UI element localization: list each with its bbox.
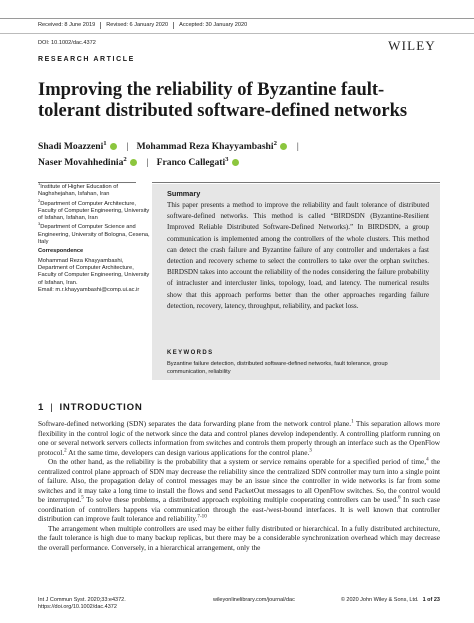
orcid-icon[interactable] xyxy=(280,143,287,150)
citation[interactable]: 6 xyxy=(398,494,401,501)
paragraph xyxy=(38,457,440,524)
author-name: Naser Movahhedinia xyxy=(38,157,124,168)
text-run: This separation allows more flexibility in the control logic of the network since the data and control planes develop independently. A controlling platform running on one or several network servers collects information from switches and controls them properly through an interface such as the OpenFlow protocol. xyxy=(38,419,440,457)
article-dates xyxy=(38,22,257,29)
author-sup: 2 xyxy=(273,139,277,147)
text-run: In such case coordination of controllers happens via communication through the east-/west-bound interfaces. It is well known that controller distribution can improve fault tolerance and reliability. xyxy=(38,495,440,523)
doi[interactable]: DOI: 10.1002/dac.4372 xyxy=(38,40,96,46)
text-run: Software-defined networking (SDN) separates the data forwarding plane from the network control plane. xyxy=(38,419,352,428)
text-run: The arrangement when multiple controllers are used may be either fully distributed or hierarchical. In a fully distributed architecture, the fault tolerance is high due to many backup replicas, but there may be a considerable synchronization overhead which may decrease the overall performance. Conversely, in a hierarchical arrangement, only the xyxy=(38,523,440,552)
orcid-icon[interactable] xyxy=(110,143,117,150)
author-name: Mohammad Reza Khayyambashi xyxy=(136,141,274,152)
keywords-text: Byzantine failure detection, distributed software-defined networks, fault tolerance, group communication, reliability xyxy=(167,361,388,375)
author-list xyxy=(38,139,438,171)
text-run: To solve these problems, a distributed approach exploiting multiple cooperating controllers can be used. xyxy=(83,495,399,504)
footer-right xyxy=(341,597,440,604)
author-separator: | xyxy=(146,157,149,168)
citation[interactable]: 1 xyxy=(351,418,354,425)
revised-date: Revised: 6 January 2020 xyxy=(106,22,174,29)
paragraph xyxy=(38,524,440,553)
section-separator: | xyxy=(50,402,54,413)
affiliation-item xyxy=(38,221,150,246)
article-type: RESEARCH ARTICLE xyxy=(38,56,135,63)
author-separator: | xyxy=(126,141,129,152)
correspondence-text: Mohammad Reza Khayyambashi, Department of Computer Architecture, Faculty of Computer Engineering, University of Isfahan, Iran. xyxy=(38,257,150,286)
author-sup: 1 xyxy=(103,139,107,147)
summary-rule xyxy=(152,182,440,183)
author-separator: | xyxy=(296,141,299,152)
header-top-rule xyxy=(0,18,474,19)
received-date: Received: 8 June 2019 xyxy=(38,22,101,29)
affiliation-rule xyxy=(38,182,136,183)
author-name: Franco Callegati xyxy=(156,157,226,168)
affiliation-sup: 3 xyxy=(38,221,41,227)
affiliation-item xyxy=(38,197,150,223)
citation[interactable]: 2 xyxy=(64,447,67,454)
author-name: Shadi Moazzeni xyxy=(38,141,104,152)
orcid-icon[interactable] xyxy=(130,159,137,166)
affiliation-sup: 2 xyxy=(38,197,41,203)
affiliations xyxy=(38,181,150,294)
paper-title: Improving the reliability of Byzantine fault-tolerant distributed software-defined networks xyxy=(38,80,408,121)
citation[interactable]: 4 xyxy=(426,456,429,463)
summary-text: This paper presents a method to improve the reliability and fault tolerance of distributed software-defined networks. This method is called “BIRDSDN (Byzantine-Resilient Improved Reliable Distributed Software-Defined Networks).” In BIRDSDN, a group communication is implemented among the controllers of the whole clusters. This method can detect the crash failure and Byzantine failure of any controller and undertakes a fast detection and recovery scheme to select the controllers to take over the orphan switches. BIRDSDN takes into account the reliability of the nodes considering the failure probability of intracluster and intercluster links, topology, load, and latency. The numerical results show that this approach performs better than the other approaches regarding failure detection, recovery, latency, throughput, reliability, and packet loss. xyxy=(167,201,429,310)
summary-heading: Summary xyxy=(167,189,201,198)
footer-journal: Int J Commun Syst. 2020;33:e4372. xyxy=(38,597,126,603)
affiliation-item xyxy=(38,181,150,199)
paragraph xyxy=(38,419,440,457)
affiliation-text: Department of Computer Architecture, Faculty of Computer Engineering, University of Isfahan, Isfahan, Iran xyxy=(38,200,150,222)
affiliation-sup: 1 xyxy=(38,181,41,187)
footer-copyright: © 2020 John Wiley & Sons, Ltd. xyxy=(340,597,419,603)
page-footer xyxy=(38,597,440,611)
text-run: the centralized control plane approach of SDN may decrease the reliability since the centralized SDN controller may turn into a single point of failure. Also, the propagation delay of control messages may be an issue since the controller in wide networks is far from some switches and it may take a long time to install the flows and send PacketOut messages to all OpenFlow switches. So, the control would be interrupted. xyxy=(38,457,440,504)
correspondence-heading: Correspondence xyxy=(38,248,84,255)
correspondence-email[interactable]: Email: m.r.khayyambashi@comp.ui.ac.ir xyxy=(38,286,140,293)
section-title: INTRODUCTION xyxy=(59,402,143,413)
footer-journal-url[interactable]: https://doi.org/10.1002/dac.4372 xyxy=(38,604,117,610)
author-sup: 2 xyxy=(123,155,127,163)
affiliation-text: Institute of Higher Education of Naghshejahan, Isfahan, Iran xyxy=(38,184,118,198)
citation[interactable]: 3 xyxy=(309,447,312,454)
text-run: On the other hand, as the reliability is the probability that a system or service remains operable for a specified period of time, xyxy=(48,457,427,466)
body-text xyxy=(38,419,440,552)
text-run: At the same time, developers can design various applications for the control plane. xyxy=(66,447,310,457)
citation[interactable]: 7-10 xyxy=(197,513,207,520)
author-sup: 3 xyxy=(225,155,229,163)
keywords-heading: KEYWORDS xyxy=(167,350,214,356)
accepted-date: Accepted: 30 January 2020 xyxy=(179,22,248,28)
affiliation-text: Department of Computer Science and Engineering, University of Bologna, Cesena, Italy xyxy=(38,224,150,246)
citation[interactable]: 5 xyxy=(81,494,84,501)
section-heading xyxy=(38,402,143,413)
orcid-icon[interactable] xyxy=(232,159,239,166)
page-number: 1 of 23 xyxy=(422,597,440,603)
section-number: 1 xyxy=(38,402,45,413)
header-bottom-rule xyxy=(0,33,474,34)
publisher-logo: WILEY xyxy=(388,38,436,53)
footer-site[interactable]: wileyonlinelibrary.com/journal/dac xyxy=(213,597,295,603)
